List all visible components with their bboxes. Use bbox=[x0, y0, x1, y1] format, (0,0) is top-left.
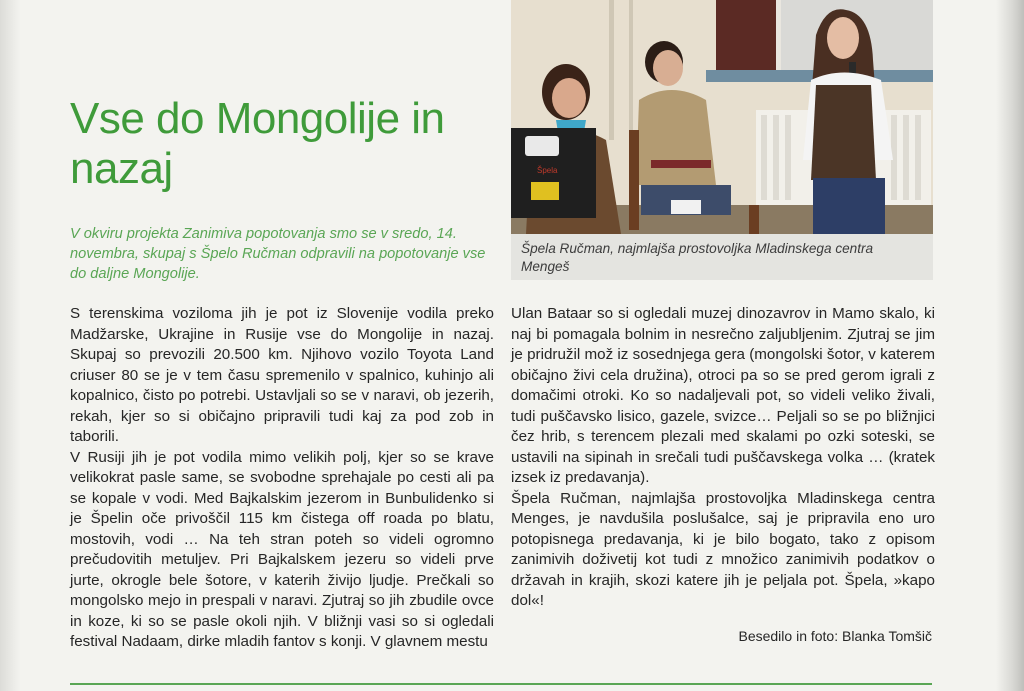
paragraph: V Rusiji jih je pot vodila mimo velikih polj, kjer so se krave velikokrat pasle same, se svobodne sprehajale po cesti ali pa se kopale v vodi. Med Bajkalskim jezerom in Bunbulidenko si je Špelin oče privoščil 115 km čistega off roada po blatu, mostovih, vodi … Na teh stran poteh so videli ogromno prečudovitih metuljev. Pri Bajkalskem jezeru so videli prve jurte, okrogle bele šotore, v katerih živijo ljudje. Prečkali so mongolsko mejo in prespali v naravi. Zjutraj so jih zbudile ovce in koze, ki so se pasle okoli njih. V bližnji vasi so si ogledali festival Nadaam, dirke mladih fantov s konji. V glavnem mestu bbox=[70, 448, 494, 650]
photo-text-credit: Besedilo in foto: Blanka Tomšič bbox=[738, 628, 932, 644]
article-title: Vse do Mongolije in nazaj bbox=[70, 94, 445, 193]
photo-illustration bbox=[511, 0, 933, 234]
laptop-sticker-text: Špela bbox=[537, 166, 558, 175]
article-lead: V okviru projekta Zanimiva popotovanja smo se v sredo, 14. novembra, skupaj s Špelo Ručman odpravili na popotovanje vse do daljne Mongolije. bbox=[70, 226, 486, 282]
footer-rule bbox=[70, 683, 932, 685]
page-gutter-left bbox=[0, 0, 20, 691]
photo-caption: Špela Ručman, najmlajša prostovoljka Mladinskega centra Mengeš bbox=[511, 234, 933, 280]
paragraph: Ulan Bataar so si ogledali muzej dinozavrov in Mamo skalo, ki naj bi pomagala bolnim in nesrečno zaljubljenim. Zjutraj se jim je pridružil mož iz sosednjega gera (mongolski šotor, v katerem običajno živi cela družina), otroci pa so se pred gerom igrali z domačimi otroki. Ko so nadaljevali pot, so videli veliko živali, tudi puščavsko lisico, gazele, svizce… Peljali so se po bližnjici čez hrib, s terencem plezali med skalami po ozki soteski, se ustavili na sipinah in srečali tudi puščavskega volka … (kratek izsek iz predavanja). bbox=[511, 305, 935, 486]
paragraph: S terenskima voziloma jih je pot iz Slovenije vodila preko Madžarske, Ukrajine in Rusije vse do Mongolije in nazaj. Skupaj so prevozili 20.500 km. Njihovo vozilo Toyota Land criuser 80 se je v tem času spremenilo v spalnico, kuhinjo ali kopalnico, čisto po potrebi. Ustavljali so se v naravi, ob jezerih, rekah, kjer so si običajno pripravili tudi kaj za pod zob in taborili. bbox=[70, 305, 494, 445]
paragraph: Špela Ručman, najmlajša prostovoljka Mladinskega centra Menges, je navdušila poslušalce, saj je pripravila eno uro potopisnega predavanja, ki je bilo bogato, tako z opisom zanimivih doživetij kot tudi z množico zanimivih podatkov o državah in krajih, skozi katere jih je peljala pot. Špela, »kapo dol«! bbox=[511, 489, 935, 609]
page-gutter-right bbox=[996, 0, 1024, 691]
article-column-left bbox=[70, 304, 494, 653]
article-column-right bbox=[511, 304, 935, 612]
article-photo bbox=[511, 0, 933, 234]
